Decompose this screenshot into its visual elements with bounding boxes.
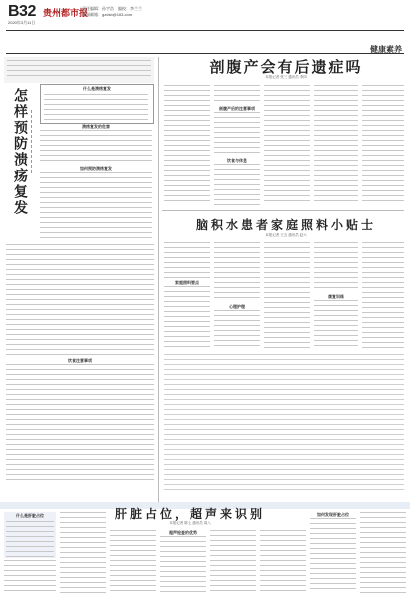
liver-subhead-3: 如何发现肝脏占位 — [317, 512, 349, 517]
csection-col-4 — [314, 85, 358, 205]
hydro-col-1b — [164, 286, 210, 350]
hydro-col-5 — [362, 242, 404, 350]
csection-col-2b — [214, 112, 260, 156]
page-number: B32 — [8, 3, 36, 20]
hydro-subhead-3: 康复训练 — [328, 294, 344, 299]
ulcer-byline-vertical — [29, 110, 35, 174]
ulcer-text-2 — [40, 172, 152, 242]
liver-sidebar-box — [4, 512, 56, 558]
liver-byline: 本报记者 陈七 通讯员 周八 — [169, 521, 211, 525]
liver-subhead-2: 超声检查的优势 — [169, 530, 197, 535]
hydro-article-title: 脑积水患者家庭照料小贴士 — [195, 218, 376, 232]
liver-col-2 — [60, 512, 106, 593]
ulcer-definition-box — [40, 84, 154, 124]
ulcer-subhead-2: 如何预防溃疡复发 — [80, 166, 112, 171]
csection-subhead-1: 剖腹产后的注意事项 — [219, 106, 255, 111]
ulcer-box-subhead: 什么是溃疡复发 — [83, 86, 111, 91]
hydro-byline: 本报记者 王五 通讯员 赵六 — [265, 233, 307, 237]
issue-date: 2020年3月11日 — [8, 20, 36, 25]
csection-col-5 — [362, 85, 404, 205]
ulcer-text-4 — [6, 364, 154, 484]
section-title: 健康素养 — [370, 45, 402, 54]
newspaper-name: 贵州都市报 — [43, 9, 89, 19]
csection-article-title: 剖腹产会有后遗症吗 — [209, 58, 363, 76]
csection-col-2c — [214, 164, 260, 206]
hydro-col-4b — [314, 300, 358, 350]
liver-col-5 — [210, 530, 256, 593]
liver-col-7 — [310, 518, 356, 593]
hydro-continued-text — [164, 354, 404, 494]
editor-info — [82, 6, 142, 18]
hydro-col-2b — [214, 310, 260, 350]
ulcer-text-1 — [40, 130, 152, 164]
hydro-col-2a — [214, 242, 260, 302]
csection-bottom-rule — [162, 210, 404, 211]
header-rule — [6, 30, 404, 31]
editor-line: 责任编辑：孙宇浩 编校：李兰兰 — [82, 6, 142, 11]
csection-col-2a — [214, 85, 260, 105]
csection-col-1 — [164, 85, 210, 205]
column-divider-left — [158, 57, 159, 502]
page-header — [0, 0, 410, 54]
ulcer-article-title: 怎样预防溃疡复发 — [12, 88, 28, 216]
csection-subhead-2: 饮食与休息 — [227, 158, 247, 163]
ulcer-text-3 — [6, 244, 154, 356]
liver-col-8 — [360, 512, 406, 593]
liver-article-title: 肝脏占位，超声来识别 — [114, 507, 265, 521]
csection-col-3 — [264, 85, 310, 205]
hydro-col-4a — [314, 242, 358, 292]
section-rule — [6, 53, 404, 54]
liver-col-3 — [110, 530, 156, 593]
email-line: 新闻邮箱：gzdsb@163.com — [82, 12, 133, 17]
liver-col-1 — [4, 560, 56, 593]
ulcer-intro-box — [4, 57, 154, 83]
liver-col-6 — [260, 530, 306, 593]
ulcer-subhead-1: 溃疡复发的危害 — [82, 124, 110, 129]
ulcer-subhead-3: 饮食注意事项 — [68, 358, 92, 363]
hydro-col-3 — [264, 242, 310, 350]
hydro-col-1a — [164, 242, 210, 278]
liver-subhead-1: 什么是肝脏占位 — [16, 513, 44, 518]
hydro-subhead-1: 家庭照料要点 — [175, 280, 199, 285]
hydro-subhead-2: 心理护理 — [229, 304, 245, 309]
csection-byline: 本报记者 张三 通讯员 李四 — [265, 75, 307, 79]
ulcer-intro-text — [7, 60, 151, 80]
liver-col-4 — [160, 536, 206, 593]
